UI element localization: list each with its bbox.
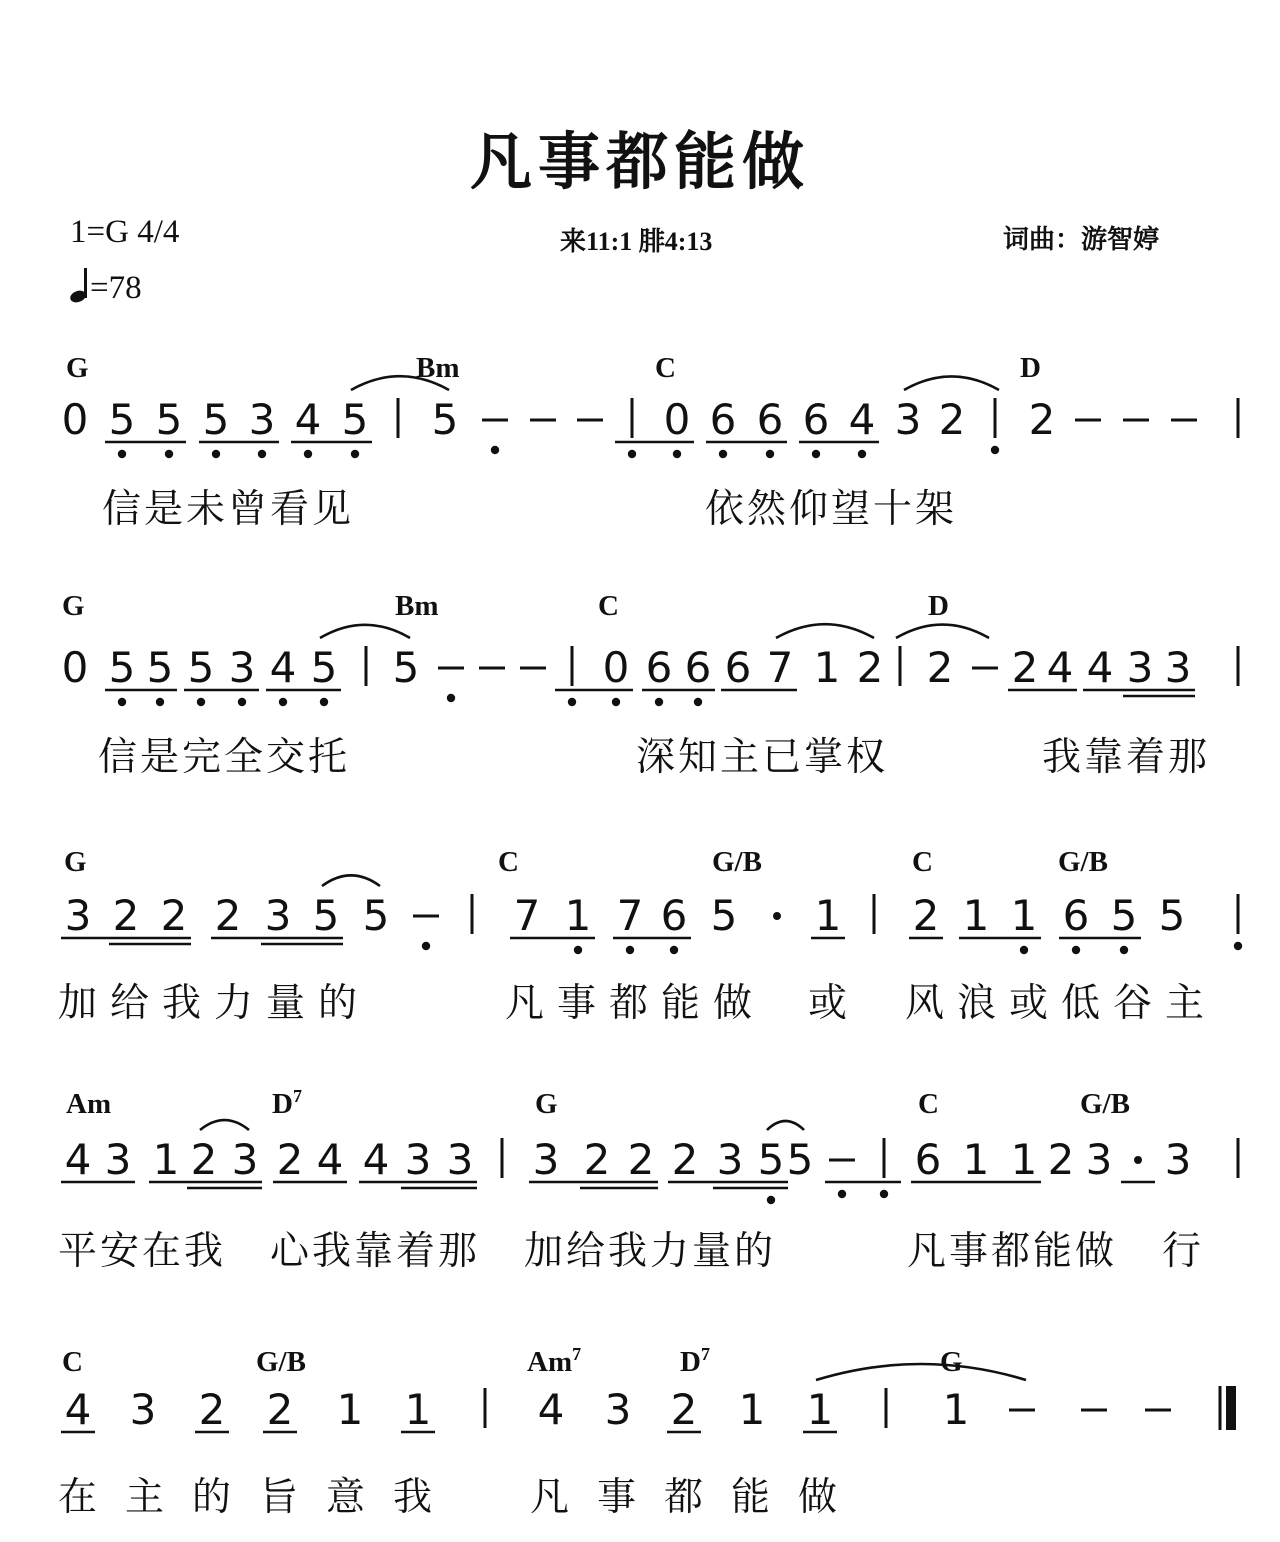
low-octave-dot xyxy=(165,450,173,458)
note-digit: 2 xyxy=(112,891,140,940)
scripture-reference: 来11:1 腓4:13 xyxy=(560,227,713,256)
tempo-value: =78 xyxy=(90,270,142,306)
note-digit: 5 xyxy=(431,395,459,444)
low-octave-dot xyxy=(422,942,430,950)
note-digit: 3 xyxy=(104,1135,132,1184)
chord-root: D xyxy=(1020,352,1041,384)
note-digit: 2 xyxy=(856,643,884,692)
tie-arc xyxy=(322,875,380,886)
note-digit: 5 xyxy=(757,1135,785,1184)
note-digit: 7 xyxy=(616,891,644,940)
note-digit: 2 xyxy=(160,891,188,940)
lyric-line: 在主的旨意我 xyxy=(58,1475,461,1520)
note-digit: 1 xyxy=(814,891,842,940)
low-octave-dot xyxy=(279,698,287,706)
note-digit: 1 xyxy=(942,1385,970,1434)
note-digit: 3 xyxy=(1126,643,1154,692)
low-octave-dot xyxy=(1234,942,1242,950)
chord-root: C xyxy=(918,1088,939,1120)
lyric-line: 风浪或低谷主 xyxy=(905,981,1218,1026)
note-digit: 2 xyxy=(670,1385,698,1434)
low-octave-dot xyxy=(491,446,499,454)
chord-root: Am xyxy=(527,1346,573,1378)
note-digit: 2 xyxy=(214,891,242,940)
note-digit: 0 xyxy=(663,395,691,444)
chord-root: G/B xyxy=(1080,1088,1130,1120)
note-digit: 3 xyxy=(64,891,92,940)
low-octave-dot xyxy=(719,450,727,458)
note-digit: 2 xyxy=(671,1135,699,1184)
note-digit: 3 xyxy=(129,1385,157,1434)
note-digit: 1 xyxy=(962,891,990,940)
low-octave-dot xyxy=(767,1196,775,1204)
chord-extension: 7 xyxy=(292,1086,302,1106)
note-digit: 2 xyxy=(1047,1135,1075,1184)
low-octave-dot xyxy=(694,698,702,706)
low-octave-dot xyxy=(812,450,820,458)
chord-extension: 7 xyxy=(700,1344,710,1364)
note-digit: 5 xyxy=(108,643,136,692)
note-digit: 5 xyxy=(108,395,136,444)
tie-arc xyxy=(320,625,410,638)
low-octave-dot xyxy=(197,698,205,706)
low-octave-dot xyxy=(156,698,164,706)
note-digit: 6 xyxy=(802,395,830,444)
chord-root: Bm xyxy=(395,590,439,622)
lyric-line: 行 xyxy=(1162,1229,1205,1274)
lyric-line: 心我靠着那 xyxy=(270,1229,481,1274)
chord-root: Bm xyxy=(416,352,460,384)
low-octave-dot xyxy=(766,450,774,458)
augmentation-dot xyxy=(1134,1156,1142,1164)
low-octave-dot xyxy=(670,946,678,954)
tie-arc xyxy=(200,1120,249,1130)
note-digit: 5 xyxy=(1110,891,1138,940)
low-octave-dot xyxy=(991,446,999,454)
note-digit: 4 xyxy=(848,395,876,444)
note-digit: 3 xyxy=(248,395,276,444)
chord-root: G xyxy=(64,846,87,878)
note-digit: 6 xyxy=(684,643,712,692)
note-digit: 3 xyxy=(1164,1135,1192,1184)
note-digit: 5 xyxy=(202,395,230,444)
low-octave-dot xyxy=(612,698,620,706)
note-digit: 2 xyxy=(1028,395,1056,444)
chord-root: G xyxy=(66,352,89,384)
low-octave-dot xyxy=(238,698,246,706)
note-digit: 5 xyxy=(362,891,390,940)
note-digit: 3 xyxy=(894,395,922,444)
note-digit: 6 xyxy=(660,891,688,940)
note-digit: 3 xyxy=(1085,1135,1113,1184)
note-digit: 0 xyxy=(61,395,89,444)
note-digit: 1 xyxy=(152,1135,180,1184)
chord-root: D xyxy=(272,1088,293,1120)
chord-root: D xyxy=(680,1346,701,1378)
note-digit: 5 xyxy=(1158,891,1186,940)
lyric-line: 或 xyxy=(808,981,851,1026)
low-octave-dot xyxy=(1120,946,1128,954)
chord-root: G/B xyxy=(712,846,762,878)
notation-line xyxy=(61,1120,1238,1204)
note-digit: 6 xyxy=(724,643,752,692)
low-octave-dot xyxy=(304,450,312,458)
note-digit: 2 xyxy=(938,395,966,444)
note-digit: 1 xyxy=(564,891,592,940)
note-digit: 3 xyxy=(404,1135,432,1184)
note-digit: 5 xyxy=(146,643,174,692)
note-digit: 3 xyxy=(228,643,256,692)
note-digit: 3 xyxy=(716,1135,744,1184)
chord-root: G xyxy=(535,1088,558,1120)
note-digit: 1 xyxy=(738,1385,766,1434)
tie-arc xyxy=(904,376,999,390)
chord-root: C xyxy=(912,846,933,878)
note-digit: 3 xyxy=(604,1385,632,1434)
low-octave-dot xyxy=(118,698,126,706)
low-octave-dot xyxy=(1020,946,1028,954)
note-digit: 2 xyxy=(912,891,940,940)
note-digit: 1 xyxy=(1010,1135,1038,1184)
note-digit: 4 xyxy=(362,1135,390,1184)
note-digit: 7 xyxy=(513,891,541,940)
note-digit: 6 xyxy=(709,395,737,444)
low-octave-dot xyxy=(628,450,636,458)
note-digit: 2 xyxy=(190,1135,218,1184)
chord-extension: 7 xyxy=(572,1344,582,1364)
note-digit: 5 xyxy=(341,395,369,444)
note-digit: 4 xyxy=(269,643,297,692)
lyric-line: 凡事都能做 xyxy=(505,981,766,1026)
low-octave-dot xyxy=(118,450,126,458)
note-digit: 0 xyxy=(61,643,89,692)
note-digit: 3 xyxy=(264,891,292,940)
low-octave-dot xyxy=(212,450,220,458)
note-digit: 3 xyxy=(446,1135,474,1184)
note-digit: 2 xyxy=(276,1135,304,1184)
note-digit: 2 xyxy=(1011,643,1039,692)
lyric-line: 平安在我 xyxy=(58,1229,227,1274)
lyric-line: 加给我力量的 xyxy=(524,1229,777,1274)
note-digit: 6 xyxy=(645,643,673,692)
low-octave-dot xyxy=(351,450,359,458)
note-digit: 1 xyxy=(336,1385,364,1434)
tie-arc xyxy=(351,376,449,390)
note-digit: 5 xyxy=(786,1135,814,1184)
note-digit: 3 xyxy=(1164,643,1192,692)
note-digit: 6 xyxy=(756,395,784,444)
note-digit: 4 xyxy=(64,1135,92,1184)
low-octave-dot xyxy=(568,698,576,706)
chord-root: C xyxy=(655,352,676,384)
note-digit: 1 xyxy=(404,1385,432,1434)
note-digit: 4 xyxy=(1086,643,1114,692)
note-digit: 6 xyxy=(914,1135,942,1184)
chord-root: G xyxy=(940,1346,963,1378)
lyric-line: 深知主已掌权 xyxy=(636,735,889,780)
lyric-line: 加给我力量的 xyxy=(58,981,371,1026)
augmentation-dot xyxy=(773,912,781,920)
low-octave-dot xyxy=(655,698,663,706)
note-digit: 4 xyxy=(64,1385,92,1434)
lyric-line: 凡事都能做 xyxy=(530,1475,866,1520)
low-octave-dot xyxy=(858,450,866,458)
low-octave-dot xyxy=(258,450,266,458)
note-digit: 7 xyxy=(766,643,794,692)
note-digit: 2 xyxy=(926,643,954,692)
tie-arc xyxy=(776,624,874,638)
low-octave-dot xyxy=(626,946,634,954)
credits: 词曲：游智婷 xyxy=(1003,225,1160,254)
tie-arc xyxy=(896,625,989,638)
low-octave-dot xyxy=(1072,946,1080,954)
chord-root: G xyxy=(62,590,85,622)
note-digit: 3 xyxy=(532,1135,560,1184)
note-digit: 2 xyxy=(627,1135,655,1184)
notation-line xyxy=(62,624,1238,706)
note-digit: 3 xyxy=(231,1135,259,1184)
chord-root: D xyxy=(928,590,949,622)
note-digit: 5 xyxy=(312,891,340,940)
note-digit: 0 xyxy=(602,643,630,692)
low-octave-dot xyxy=(447,694,455,702)
key-time-signature: 1=G 4/4 xyxy=(70,214,180,250)
note-digit: 1 xyxy=(813,643,841,692)
note-digit: 2 xyxy=(583,1135,611,1184)
low-octave-dot xyxy=(574,946,582,954)
note-digit: 5 xyxy=(187,643,215,692)
chord-root: C xyxy=(498,846,519,878)
notation-line xyxy=(61,875,1242,954)
low-octave-dot xyxy=(320,698,328,706)
note-digit: 1 xyxy=(1010,891,1038,940)
note-digit: 4 xyxy=(294,395,322,444)
chord-root: G/B xyxy=(1058,846,1108,878)
low-octave-dot xyxy=(880,1190,888,1198)
lyric-line: 我靠着那 xyxy=(1042,735,1211,780)
lyric-line: 依然仰望十架 xyxy=(705,487,958,532)
lyric-line: 信是未曾看见 xyxy=(102,487,355,532)
lyric-line: 凡事都能做 xyxy=(907,1229,1118,1274)
note-digit: 4 xyxy=(1046,643,1074,692)
low-octave-dot xyxy=(838,1190,846,1198)
note-digit: 2 xyxy=(266,1385,294,1434)
chord-root: C xyxy=(62,1346,83,1378)
note-digit: 2 xyxy=(198,1385,226,1434)
tie-arc xyxy=(816,1364,1026,1380)
notation-line xyxy=(62,376,1238,458)
chord-root: C xyxy=(598,590,619,622)
note-digit: 6 xyxy=(1062,891,1090,940)
note-digit: 4 xyxy=(316,1135,344,1184)
chord-root: G/B xyxy=(256,1346,306,1378)
chord-root: Am xyxy=(66,1088,112,1120)
note-digit: 5 xyxy=(710,891,738,940)
page-title: 凡事都能做 xyxy=(469,125,810,198)
note-digit: 5 xyxy=(155,395,183,444)
low-octave-dot xyxy=(673,450,681,458)
lyric-line: 信是完全交托 xyxy=(98,735,351,780)
note-digit: 5 xyxy=(392,643,420,692)
notation-line xyxy=(61,1364,1236,1434)
tie-arc xyxy=(767,1121,804,1130)
note-digit: 4 xyxy=(537,1385,565,1434)
note-digit: 1 xyxy=(806,1385,834,1434)
final-bar-thick xyxy=(1226,1386,1236,1430)
note-digit: 1 xyxy=(962,1135,990,1184)
note-digit: 5 xyxy=(310,643,338,692)
